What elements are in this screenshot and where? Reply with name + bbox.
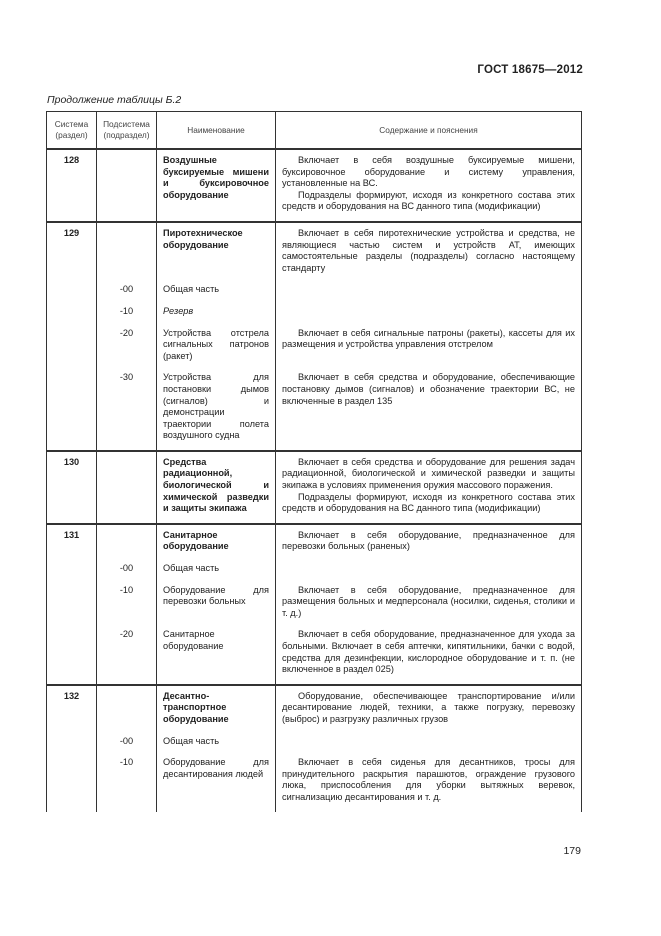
subsystem-code <box>97 804 157 812</box>
table-row <box>47 451 582 524</box>
system-name: Санитарное оборудование <box>157 524 276 553</box>
table-row <box>47 747 582 803</box>
system-code <box>47 726 97 748</box>
subsystem-code: -00 <box>97 274 157 296</box>
system-name: Воздушные буксируемые мишени и буксировочное оборудование <box>157 149 276 222</box>
subsystem-description <box>276 804 582 812</box>
description-paragraph: Включает в себя оборудование, предназначенное для перевозки больных (раненых) <box>282 529 575 552</box>
subsystem-code: -30 <box>97 362 157 451</box>
subsystem-description <box>276 362 582 451</box>
subsystem-description <box>276 619 582 684</box>
system-code: 130 <box>47 451 97 524</box>
subsystem-code: -10 <box>97 296 157 318</box>
page-number: 179 <box>563 845 581 857</box>
table-row <box>47 685 582 726</box>
system-code <box>47 747 97 803</box>
description-paragraph: Включает в себя воздушные буксируемые мишени, буксировочное оборудование и систему управления, установленные на ВС. <box>282 155 575 189</box>
system-description <box>276 451 582 524</box>
subsystem-name: Оборудование для перевозки больных <box>157 575 276 620</box>
system-code <box>47 804 97 812</box>
table-row <box>47 296 582 318</box>
subsystem-name: Устройства для постановки дымов (сигналов) и демонстрации траектории полета воздушного судна <box>157 362 276 451</box>
system-description <box>276 222 582 274</box>
subsystem-code <box>97 451 157 524</box>
subsystem-description <box>276 318 582 363</box>
system-description <box>276 685 582 726</box>
subsystem-name: Общая часть <box>157 553 276 575</box>
system-code <box>47 318 97 363</box>
table-row <box>47 524 582 553</box>
header-system: Система (раздел) <box>47 112 97 150</box>
system-code: 128 <box>47 149 97 222</box>
subsystem-description <box>276 296 582 318</box>
description-paragraph: Включает в себя оборудование, предназначенное для размещения больных и медперсонала (носилки, сиденья, столики и т. д.) <box>282 584 575 618</box>
header-name: Наименование <box>157 112 276 150</box>
subsystem-name <box>157 804 276 812</box>
system-code: 131 <box>47 524 97 553</box>
description-paragraph: Подразделы формируют, исходя из конкретного состава этих средств и оборудования на ВС данного типа (модификации) <box>282 189 575 212</box>
subsystem-code: -20 <box>97 619 157 684</box>
table-row <box>47 726 582 748</box>
subsystem-name: Общая часть <box>157 726 276 748</box>
subsystem-code <box>97 524 157 553</box>
subsystem-code: -00 <box>97 553 157 575</box>
subsystem-description <box>276 274 582 296</box>
table-row <box>47 318 582 363</box>
description-paragraph: Включает в себя оборудование, предназначенное для ухода за больными. Включает в себя аптечки, кипятильники, бачки с водой, средства для дезинфекции, кислородное оборудование и т. п. (не включенное в раздел 025) <box>282 629 575 675</box>
system-name: Средства радиационной, биологической и химической разведки и защиты экипажа <box>157 451 276 524</box>
system-code <box>47 296 97 318</box>
table-row <box>47 149 582 222</box>
description-paragraph: Подразделы формируют, исходя из конкретного состава этих средств и оборудования на ВС данного типа (модификации) <box>282 491 575 514</box>
subsystem-description <box>276 575 582 620</box>
standard-designation: ГОСТ 18675—2012 <box>477 64 583 76</box>
system-description <box>276 149 582 222</box>
description-paragraph: Включает в себя средства и оборудование, обеспечивающие постановку дымов (сигналов) и обозначение траектории ВС, не включенные в раздел 135 <box>282 372 575 406</box>
description-paragraph: Включает в себя сигнальные патроны (ракеты), кассеты для их размещения и устройства управления отстрелом <box>282 327 575 350</box>
subsystem-description <box>276 553 582 575</box>
subsystem-code: -10 <box>97 575 157 620</box>
subsystem-name: Санитарное оборудование <box>157 619 276 684</box>
subsystem-name: Общая часть <box>157 274 276 296</box>
classification-table <box>46 111 582 812</box>
table-header <box>47 112 582 150</box>
table-caption: Продолжение таблицы Б.2 <box>47 94 182 106</box>
system-code <box>47 553 97 575</box>
table-row <box>47 575 582 620</box>
system-code <box>47 619 97 684</box>
table-row <box>47 362 582 451</box>
system-description <box>276 524 582 553</box>
description-paragraph: Включает в себя пиротехнические устройства и средства, не являющиеся частью систем и устройств АТ, имеющих самостоятельные разделы (подразделы) согласно настоящему стандарту <box>282 227 575 273</box>
description-paragraph: Включает в себя средства и оборудование для решения задач радиационной, биологической и химической разведки и защиты экипажа в условиях применения оружия массового поражения. <box>282 456 575 491</box>
system-code <box>47 362 97 451</box>
system-code <box>47 575 97 620</box>
subsystem-code: -00 <box>97 726 157 748</box>
subsystem-description <box>276 747 582 803</box>
subsystem-code: -10 <box>97 747 157 803</box>
subsystem-name: Оборудование для десантирования людей <box>157 747 276 803</box>
subsystem-code: -20 <box>97 318 157 363</box>
subsystem-code <box>97 149 157 222</box>
table-row <box>47 804 582 812</box>
subsystem-name: Устройства отстрела сигнальных патронов (ракет) <box>157 318 276 363</box>
table-row <box>47 274 582 296</box>
subsystem-code <box>97 222 157 274</box>
subsystem-name: Резерв <box>157 296 276 318</box>
table-row <box>47 619 582 684</box>
system-code <box>47 274 97 296</box>
table-row <box>47 553 582 575</box>
table-row <box>47 222 582 274</box>
system-name: Пиротехническое оборудование <box>157 222 276 274</box>
header-content: Содержание и пояснения <box>276 112 582 150</box>
subsystem-code <box>97 685 157 726</box>
system-code: 129 <box>47 222 97 274</box>
header-subsystem: Подсистема (подраздел) <box>97 112 157 150</box>
subsystem-description <box>276 726 582 748</box>
system-name: Десантно-транспортное оборудование <box>157 685 276 726</box>
system-code: 132 <box>47 685 97 726</box>
description-paragraph: Оборудование, обеспечивающее транспортирование и/или десантирование людей, техники, а также погрузку, перевозку (выброс) и разгрузку различных грузов <box>282 690 575 724</box>
description-paragraph: Включает в себя сиденья для десантников, тросы для принудительного раскрытия парашютов, ограждение грузового люка, приспособления для уборки вытяжных веревок, сигнализацию десантирования и т. д. <box>282 757 575 802</box>
